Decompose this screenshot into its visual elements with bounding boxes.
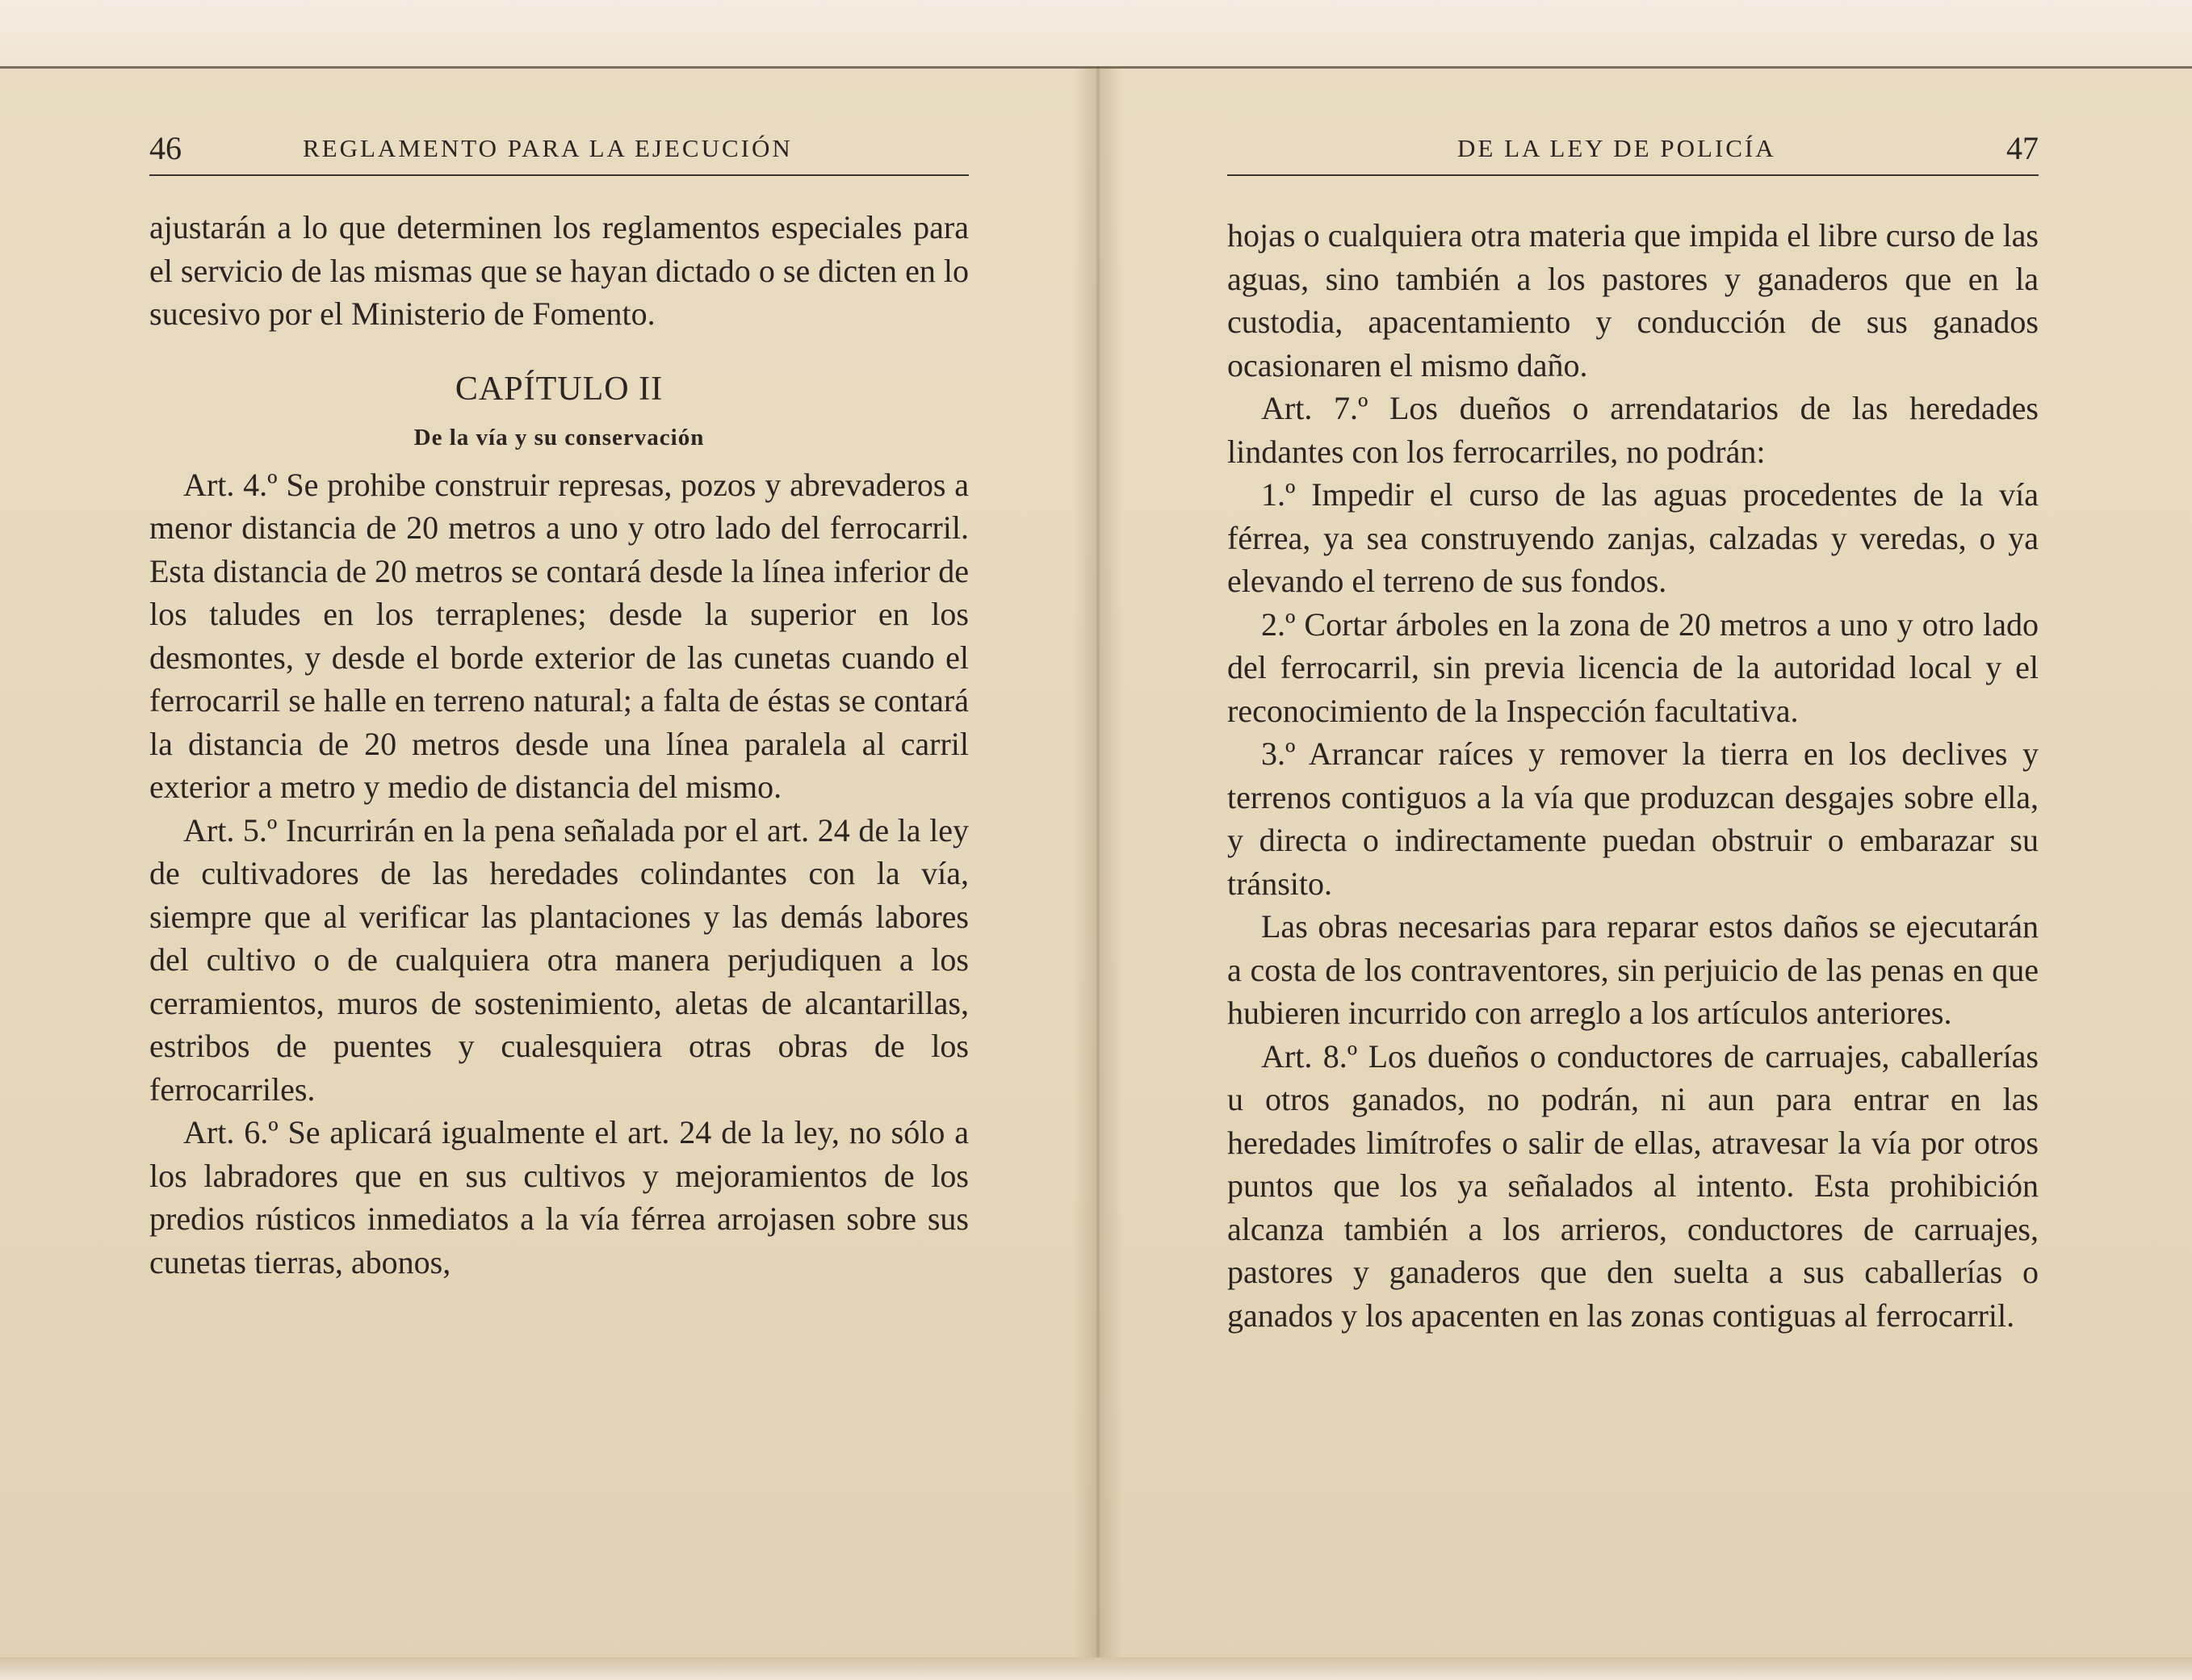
right-running-header [1227, 129, 2039, 176]
article-8: Art. 8.º Los dueños o conductores de carruajes, caballerías u otros ganados, no podrán, ni aun para entrar en las heredades limítrofes o salir de ellas, atravesar la vía por otros puntos que los ya señalados al intento. Esta prohibición alcanza también a los arrieros, conductores de carruajes, pastores y ganaderos que den suelta a sus caballerías o ganados y los apacenten en las zonas contiguas al ferrocarril. [1227, 1037, 2039, 1334]
right-running-head: DE LA LEY DE POLICÍA [1457, 134, 1776, 162]
obras-paragraph: Las obras necesarias para reparar estos daños se ejecutarán a costa de los contraventores, sin perjuicio de las penas en que hubieren incurrido con arreglo a los artículos anteriores. [1227, 908, 2039, 1031]
right-page-number: 47 [2006, 130, 2039, 166]
left-running-header [149, 129, 969, 176]
right-continuation-paragraph: hojas o cualquiera otra materia que impida el libre curso de las aguas, sino también a los pastores y ganaderos que en la custodia, apacentamiento y conducción de sus ganados ocasionaren el mismo daño. [1227, 217, 2039, 383]
right-page-body [1227, 214, 2039, 1337]
article-7-item-3: 3.º Arrancar raíces y remover la tierra en los declives y terrenos contiguos a la vía que produzcan desgajes sobre ella, y directa o indirectamente puedan obstruir o embarazar su tránsito. [1227, 735, 2039, 902]
right-page [1098, 0, 2192, 1594]
left-running-head: REGLAMENTO PARA LA EJECUCIÓN [303, 134, 793, 162]
chapter-subtitle: De la vía y su conservación [413, 424, 705, 450]
article-7-item-2: 2.º Cortar árboles en la zona de 20 metros a uno y otro lado del ferrocarril, sin previa licencia de la autoridad local y el reconocimiento de la Inspección facultativa. [1227, 605, 2039, 729]
article-7: Art. 7.º Los dueños o arrendatarios de las heredades lindantes con los ferrocarriles, no podrán: [1227, 390, 2039, 470]
left-page-number: 46 [149, 130, 182, 166]
article-6: Art. 6.º Se aplicará igualmente el art. 24 de la ley, no sólo a los labradores que en sus cultivos y mejoramientos de los predios rústicos inmediatos a la vía férrea arrojasen sobre sus cunetas tierras, abonos, [149, 1114, 969, 1280]
chapter-heading: CAPÍTULO II [455, 370, 664, 408]
article-7-item-1: 1.º Impedir el curso de las aguas procedentes de la vía férrea, ya sea construyendo zanjas, calzadas y veredas, o ya elevando el terreno de sus fondos. [1227, 476, 2039, 599]
scan-bottom-edge [0, 1657, 2192, 1680]
left-continuation-paragraph: ajustarán a lo que determinen los reglamentos especiales para el servicio de las mismas que se hayan dictado o se dicten en lo sucesivo por el Ministerio de Fomento. [149, 209, 969, 332]
article-5: Art. 5.º Incurrirán en la pena señalada por el art. 24 de la ley de cultivadores de las heredades colindantes con la vía, siempre que al verificar las plantaciones y las demás labores del cultivo o de cualquiera otra manera perjudiquen a los cerramientos, muros de sostenimiento, aletas de alcantarillas, estribos de puentes y cualesquiera otras obras de los ferrocarriles. [149, 811, 969, 1108]
left-page-body [149, 206, 969, 1284]
article-4: Art. 4.º Se prohibe construir represas, pozos y abrevaderos a menor distancia de 20 metros a uno y otro lado del ferrocarril. Esta distancia de 20 metros se contará desde la línea inferior de los taludes en los terraplenes; desde la superior en los desmontes, y desde el borde exterior de las cunetas cuando el ferrocarril se halle en terreno natural; a falta de éstas se contará la distancia de 20 metros desde una línea paralela al carril exterior a metro y medio de distancia del mismo. [149, 466, 969, 805]
left-page [0, 0, 1098, 1594]
